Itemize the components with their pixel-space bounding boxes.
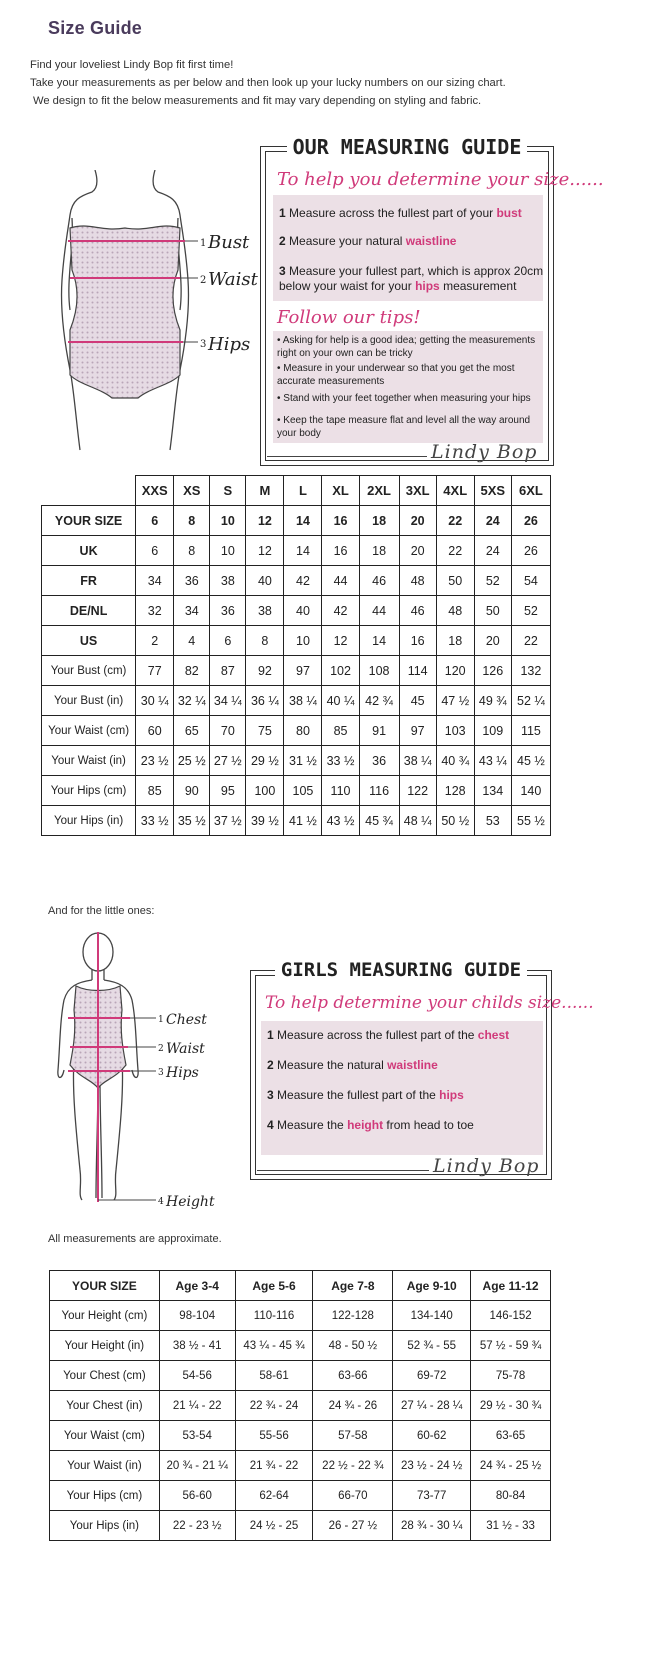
table-cell: 44 — [359, 596, 399, 626]
table-cell: 22 — [511, 626, 550, 656]
table-cell: 65 — [174, 716, 210, 746]
table-cell: 24 ½ - 25 — [235, 1511, 313, 1541]
table-cell: 33 ½ — [136, 806, 174, 836]
tips-heading: Follow our tips! — [277, 307, 421, 328]
table-cell: 8 — [246, 626, 284, 656]
guide-step — [279, 264, 547, 294]
table-cell: 49 ¾ — [474, 686, 511, 716]
table-row — [42, 806, 551, 836]
row-label: US — [42, 626, 136, 656]
girls-header: YOUR SIZE — [50, 1271, 160, 1301]
table-cell: 100 — [246, 776, 284, 806]
table-cell: 29 ½ - 30 ¾ — [471, 1391, 551, 1421]
table-cell: 34 — [136, 566, 174, 596]
table-cell: 2 — [136, 626, 174, 656]
table-cell: 40 — [246, 566, 284, 596]
tip-item: • Keep the tape measure flat and level all the way around your body — [277, 415, 531, 439]
table-row — [42, 656, 551, 686]
table-cell: 22 ½ - 22 ¾ — [313, 1451, 393, 1481]
table-cell: 36 ¼ — [246, 686, 284, 716]
size-header: XS — [174, 476, 210, 506]
table-cell: 12 — [246, 506, 284, 536]
table-cell: 33 ½ — [322, 746, 359, 776]
step-highlight: chest — [477, 1028, 510, 1042]
table-cell: 70 — [210, 716, 246, 746]
tip-text: Keep the tape measure flat and level all the way around your body — [277, 415, 531, 439]
bust-label: Bust — [208, 232, 250, 253]
table-cell: 38 ½ - 41 — [159, 1331, 235, 1361]
womens-figure-illustration — [40, 170, 260, 455]
waist-number: 2 — [200, 275, 207, 286]
womens-measuring-guide — [260, 135, 604, 466]
table-cell: 122 — [399, 776, 436, 806]
table-cell: 18 — [436, 626, 474, 656]
step-highlight: waistline — [387, 1058, 438, 1072]
table-cell: 54-56 — [159, 1361, 235, 1391]
table-cell: 114 — [399, 656, 436, 686]
table-cell: 48 ¼ — [399, 806, 436, 836]
table-cell: 105 — [284, 776, 322, 806]
row-label: Your Hips (in) — [50, 1511, 160, 1541]
step-text: Measure your fullest part, which is approx 20cm below your waist for your — [279, 264, 544, 293]
table-cell: 28 ¾ - 30 ¼ — [393, 1511, 471, 1541]
step-number: 4 — [267, 1118, 274, 1132]
table-row — [42, 566, 551, 596]
waist-label: Waist — [208, 269, 258, 290]
girls-size-table — [49, 1270, 551, 1541]
girls-header: Age 5-6 — [235, 1271, 313, 1301]
table-cell: 62-64 — [235, 1481, 313, 1511]
table-cell: 38 — [210, 566, 246, 596]
table-cell: 31 ½ — [284, 746, 322, 776]
girls-header: Age 3-4 — [159, 1271, 235, 1301]
table-cell: 43 ½ — [322, 806, 359, 836]
table-cell: 38 — [246, 596, 284, 626]
table-cell: 39 ½ — [246, 806, 284, 836]
step-text: Measure the natural — [277, 1058, 388, 1072]
table-cell: 23 ½ — [136, 746, 174, 776]
row-label: Your Hips (cm) — [50, 1481, 160, 1511]
approx-note: All measurements are approximate. — [48, 1233, 222, 1245]
table-cell: 14 — [359, 626, 399, 656]
table-cell: 27 ¼ - 28 ¼ — [393, 1391, 471, 1421]
table-row — [50, 1451, 551, 1481]
table-cell: 46 — [359, 566, 399, 596]
table-cell: 97 — [399, 716, 436, 746]
table-cell: 42 ¾ — [359, 686, 399, 716]
row-label: Your Waist (in) — [42, 746, 136, 776]
table-cell: 91 — [359, 716, 399, 746]
table-cell: 50 — [436, 566, 474, 596]
step-highlight: bust — [496, 206, 522, 220]
table-header-row — [42, 476, 551, 506]
table-cell: 42 — [284, 566, 322, 596]
table-cell: 55 ½ — [511, 806, 550, 836]
table-cell: 97 — [284, 656, 322, 686]
table-cell: 34 ¼ — [210, 686, 246, 716]
table-cell: 63-66 — [313, 1361, 393, 1391]
table-cell: 30 ¼ — [136, 686, 174, 716]
table-cell: 53-54 — [159, 1421, 235, 1451]
table-cell: 60-62 — [393, 1421, 471, 1451]
table-cell: 46 — [399, 596, 436, 626]
row-label: Your Waist (cm) — [42, 716, 136, 746]
girls-measuring-guide — [250, 959, 594, 1180]
table-cell: 50 ½ — [436, 806, 474, 836]
table-cell: 36 — [174, 566, 210, 596]
table-cell: 16 — [399, 626, 436, 656]
table-cell: 20 — [474, 626, 511, 656]
table-cell: 22 — [436, 506, 474, 536]
girls-figure-illustration — [48, 930, 228, 1220]
table-row — [42, 746, 551, 776]
table-cell: 98-104 — [159, 1301, 235, 1331]
table-cell: 45 — [399, 686, 436, 716]
guide-heading — [261, 135, 553, 159]
table-cell: 115 — [511, 716, 550, 746]
row-label: Your Waist (in) — [50, 1451, 160, 1481]
table-cell: 18 — [359, 536, 399, 566]
table-cell: 25 ½ — [174, 746, 210, 776]
row-label: Your Bust (cm) — [42, 656, 136, 686]
table-cell: 109 — [474, 716, 511, 746]
table-cell: 20 — [399, 536, 436, 566]
row-label: YOUR SIZE — [42, 506, 136, 536]
table-cell: 48 — [436, 596, 474, 626]
table-row — [42, 506, 551, 536]
step-number: 2 — [279, 234, 286, 248]
size-header: XL — [322, 476, 359, 506]
table-cell: 80-84 — [471, 1481, 551, 1511]
table-row — [42, 686, 551, 716]
hips-label: Hips — [208, 334, 251, 355]
table-cell: 75 — [246, 716, 284, 746]
table-cell: 27 ½ — [210, 746, 246, 776]
table-row — [50, 1331, 551, 1361]
table-cell: 6 — [136, 536, 174, 566]
table-row — [50, 1481, 551, 1511]
table-cell: 47 ½ — [436, 686, 474, 716]
table-row — [42, 626, 551, 656]
step-text: Measure across the fullest part of the — [277, 1028, 478, 1042]
table-cell: 80 — [284, 716, 322, 746]
table-cell: 52 ¾ - 55 — [393, 1331, 471, 1361]
womens-size-table — [41, 475, 551, 836]
table-cell: 26 — [511, 506, 550, 536]
table-cell: 48 — [399, 566, 436, 596]
size-header: 3XL — [399, 476, 436, 506]
hips-number: 3 — [200, 339, 207, 350]
step-number: 2 — [267, 1058, 274, 1072]
height-number: 4 — [158, 1197, 164, 1207]
table-cell: 32 ¼ — [174, 686, 210, 716]
step-text: Measure your natural — [289, 234, 406, 248]
table-cell: 128 — [436, 776, 474, 806]
header-blank — [42, 476, 136, 506]
table-cell: 103 — [436, 716, 474, 746]
table-cell: 90 — [174, 776, 210, 806]
chest-label: Chest — [166, 1012, 207, 1028]
table-cell: 92 — [246, 656, 284, 686]
table-cell: 40 ¾ — [436, 746, 474, 776]
row-label: Your Hips (in) — [42, 806, 136, 836]
table-row — [50, 1361, 551, 1391]
table-cell: 77 — [136, 656, 174, 686]
row-label: Your Hips (cm) — [42, 776, 136, 806]
guide-step — [267, 1058, 543, 1073]
table-cell: 95 — [210, 776, 246, 806]
intro-text — [30, 56, 506, 110]
table-cell: 75-78 — [471, 1361, 551, 1391]
step-number: 1 — [267, 1028, 274, 1042]
table-cell: 110 — [322, 776, 359, 806]
table-cell: 58-61 — [235, 1361, 313, 1391]
size-header: M — [246, 476, 284, 506]
guide-step — [279, 206, 541, 221]
table-cell: 57-58 — [313, 1421, 393, 1451]
little-ones-label: And for the little ones: — [48, 905, 155, 917]
row-label: Your Chest (in) — [50, 1391, 160, 1421]
step-highlight: waistline — [405, 234, 457, 248]
table-cell: 10 — [210, 536, 246, 566]
step-number: 1 — [279, 206, 286, 220]
table-cell: 21 ¼ - 22 — [159, 1391, 235, 1421]
brand-rule — [267, 456, 427, 457]
table-cell: 132 — [511, 656, 550, 686]
table-cell: 45 ¾ — [359, 806, 399, 836]
guide-heading — [251, 959, 551, 981]
intro-line: Find your loveliest Lindy Bop fit first time! — [30, 59, 234, 71]
table-cell: 69-72 — [393, 1361, 471, 1391]
table-cell: 57 ½ - 59 ¾ — [471, 1331, 551, 1361]
table-row — [50, 1421, 551, 1451]
size-header: 6XL — [511, 476, 550, 506]
tip-text: Asking for help is a good idea; getting the measurements right on your own can be tricky — [277, 335, 536, 359]
size-header: 5XS — [474, 476, 511, 506]
table-cell: 42 — [322, 596, 359, 626]
table-cell: 43 ¼ - 45 ¾ — [235, 1331, 313, 1361]
step-highlight: height — [347, 1118, 384, 1132]
table-cell: 140 — [511, 776, 550, 806]
step-text: from head to toe — [383, 1118, 474, 1132]
chest-number: 1 — [158, 1015, 164, 1025]
row-label: Your Waist (cm) — [50, 1421, 160, 1451]
table-cell: 41 ½ — [284, 806, 322, 836]
table-cell: 120 — [436, 656, 474, 686]
table-cell: 38 ¼ — [284, 686, 322, 716]
table-cell: 50 — [474, 596, 511, 626]
girls-header: Age 7-8 — [313, 1271, 393, 1301]
table-cell: 116 — [359, 776, 399, 806]
table-cell: 18 — [359, 506, 399, 536]
tip-text: Measure in your underwear so that you get the most accurate measurements — [277, 363, 515, 387]
table-cell: 55-56 — [235, 1421, 313, 1451]
table-cell: 24 ¾ - 25 ½ — [471, 1451, 551, 1481]
table-row — [42, 776, 551, 806]
table-cell: 45 ½ — [511, 746, 550, 776]
table-cell: 85 — [136, 776, 174, 806]
guide-heading-text: OUR MEASURING GUIDE — [287, 135, 528, 159]
table-row — [42, 536, 551, 566]
size-header: 4XL — [436, 476, 474, 506]
waist-number: 2 — [158, 1044, 164, 1054]
table-cell: 36 — [359, 746, 399, 776]
table-cell: 63-65 — [471, 1421, 551, 1451]
table-cell: 122-128 — [313, 1301, 393, 1331]
guide-step — [267, 1028, 543, 1043]
table-cell: 22 — [436, 536, 474, 566]
intro-line: We design to fit the below measurements and fit may vary depending on styling and fabric. — [33, 95, 482, 107]
guide-subheading: To help determine your childs size...... — [265, 993, 594, 1013]
table-cell: 146-152 — [471, 1301, 551, 1331]
row-label: Your Bust (in) — [42, 686, 136, 716]
table-cell: 10 — [210, 506, 246, 536]
table-cell: 52 — [474, 566, 511, 596]
table-cell: 8 — [174, 506, 210, 536]
table-cell: 23 ½ - 24 ½ — [393, 1451, 471, 1481]
table-cell: 12 — [246, 536, 284, 566]
table-cell: 52 — [511, 596, 550, 626]
table-cell: 14 — [284, 506, 322, 536]
table-cell: 16 — [322, 506, 359, 536]
size-header: 2XL — [359, 476, 399, 506]
row-label: Your Chest (cm) — [50, 1361, 160, 1391]
table-cell: 60 — [136, 716, 174, 746]
row-label: FR — [42, 566, 136, 596]
guide-subheading: To help you determine your size...... — [277, 169, 604, 190]
table-cell: 16 — [322, 536, 359, 566]
girls-header: Age 11-12 — [471, 1271, 551, 1301]
step-text: Measure the fullest part of the — [277, 1088, 440, 1102]
table-cell: 6 — [136, 506, 174, 536]
table-cell: 26 — [511, 536, 550, 566]
table-cell: 34 — [174, 596, 210, 626]
guide-step — [267, 1088, 543, 1103]
size-header: S — [210, 476, 246, 506]
table-cell: 54 — [511, 566, 550, 596]
tip-text: Stand with your feet together when measuring your hips — [283, 393, 531, 404]
tip-item: • Stand with your feet together when measuring your hips — [277, 393, 531, 404]
table-cell: 102 — [322, 656, 359, 686]
table-cell: 24 — [474, 506, 511, 536]
table-cell: 82 — [174, 656, 210, 686]
guide-heading-text: GIRLS MEASURING GUIDE — [275, 959, 527, 981]
table-cell: 29 ½ — [246, 746, 284, 776]
tip-item: • Measure in your underwear so that you get the most accurate measurements — [277, 363, 515, 387]
brand-logo: Lindy Bop — [431, 441, 538, 463]
row-label: DE/NL — [42, 596, 136, 626]
table-cell: 21 ¾ - 22 — [235, 1451, 313, 1481]
table-cell: 6 — [210, 626, 246, 656]
table-cell: 22 ¾ - 24 — [235, 1391, 313, 1421]
table-cell: 8 — [174, 536, 210, 566]
table-header-row — [50, 1271, 551, 1301]
step-text: Measure the — [277, 1118, 348, 1132]
table-cell: 108 — [359, 656, 399, 686]
waist-label: Waist — [166, 1041, 205, 1057]
table-cell: 110-116 — [235, 1301, 313, 1331]
table-cell: 43 ¼ — [474, 746, 511, 776]
table-cell: 44 — [322, 566, 359, 596]
tip-item: • Asking for help is a good idea; getting the measurements right on your own can be tricky — [277, 335, 536, 359]
table-cell: 31 ½ - 33 — [471, 1511, 551, 1541]
table-cell: 53 — [474, 806, 511, 836]
table-cell: 36 — [210, 596, 246, 626]
step-highlight: hips — [439, 1088, 464, 1102]
step-text: measurement — [439, 279, 517, 293]
table-row — [50, 1301, 551, 1331]
table-cell: 66-70 — [313, 1481, 393, 1511]
row-label: UK — [42, 536, 136, 566]
table-cell: 134-140 — [393, 1301, 471, 1331]
girls-header: Age 9-10 — [393, 1271, 471, 1301]
table-cell: 126 — [474, 656, 511, 686]
table-cell: 73-77 — [393, 1481, 471, 1511]
page-title: Size Guide — [48, 18, 143, 38]
step-highlight: hips — [415, 279, 440, 293]
size-header: L — [284, 476, 322, 506]
guide-step — [267, 1118, 543, 1133]
table-cell: 24 ¾ - 26 — [313, 1391, 393, 1421]
hips-label: Hips — [166, 1065, 199, 1081]
table-cell: 56-60 — [159, 1481, 235, 1511]
table-cell: 24 — [474, 536, 511, 566]
table-cell: 12 — [322, 626, 359, 656]
table-cell: 52 ¼ — [511, 686, 550, 716]
bust-number: 1 — [200, 238, 207, 249]
row-label: Your Height (in) — [50, 1331, 160, 1361]
table-cell: 35 ½ — [174, 806, 210, 836]
brand-logo: Lindy Bop — [433, 1155, 540, 1177]
hips-number: 3 — [158, 1068, 164, 1078]
table-cell: 40 — [284, 596, 322, 626]
table-row — [42, 716, 551, 746]
table-cell: 10 — [284, 626, 322, 656]
table-cell: 87 — [210, 656, 246, 686]
table-row — [50, 1511, 551, 1541]
table-row — [50, 1391, 551, 1421]
table-cell: 20 ¾ - 21 ¼ — [159, 1451, 235, 1481]
intro-line: Take your measurements as per below and then look up your lucky numbers on our sizing chart. — [30, 77, 506, 89]
table-cell: 26 - 27 ½ — [313, 1511, 393, 1541]
table-cell: 32 — [136, 596, 174, 626]
table-cell: 4 — [174, 626, 210, 656]
row-label: Your Height (cm) — [50, 1301, 160, 1331]
table-cell: 22 - 23 ½ — [159, 1511, 235, 1541]
table-cell: 20 — [399, 506, 436, 536]
guide-step — [279, 234, 541, 249]
table-cell: 37 ½ — [210, 806, 246, 836]
table-row — [42, 596, 551, 626]
brand-rule — [257, 1170, 429, 1171]
table-cell: 38 ¼ — [399, 746, 436, 776]
height-label: Height — [166, 1194, 215, 1210]
table-cell: 40 ¼ — [322, 686, 359, 716]
table-cell: 14 — [284, 536, 322, 566]
step-number: 3 — [279, 264, 286, 278]
size-header: XXS — [136, 476, 174, 506]
step-number: 3 — [267, 1088, 274, 1102]
step-text: Measure across the fullest part of your — [289, 206, 497, 220]
table-cell: 48 - 50 ½ — [313, 1331, 393, 1361]
table-cell: 85 — [322, 716, 359, 746]
table-cell: 134 — [474, 776, 511, 806]
